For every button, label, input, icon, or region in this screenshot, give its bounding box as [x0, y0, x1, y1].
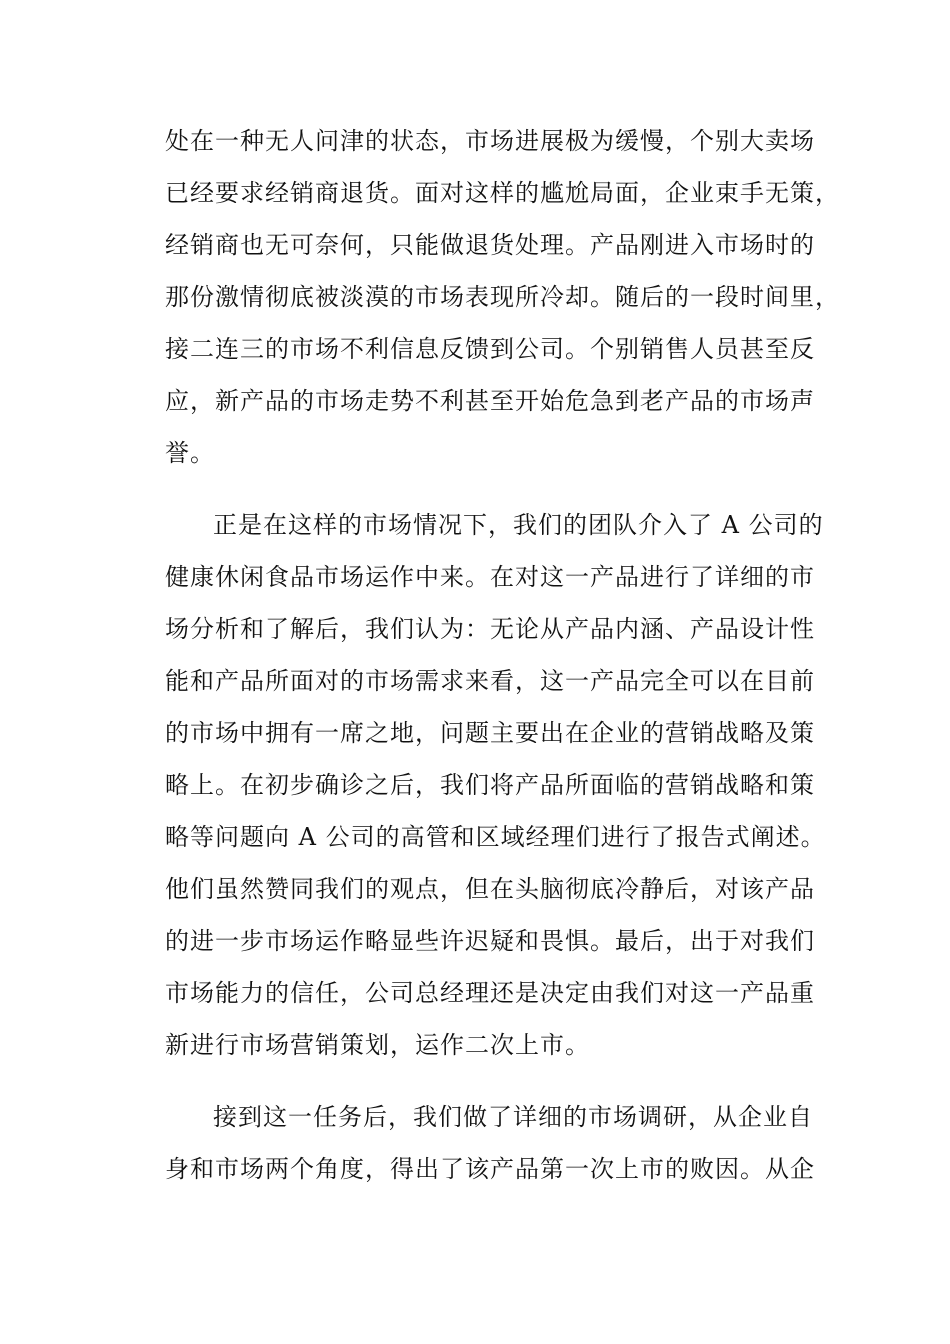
paragraph-1-line-3: 经销商也无可奈何，只能做退货处理。产品刚进入市场时的 [165, 231, 815, 259]
paragraph-2-line-8: 他们虽然赞同我们的观点，但在头脑彻底冷静后，对该产品 [165, 875, 815, 903]
paragraph-2-line-6: 略上。在初步确诊之后，我们将产品所面临的营销战略和策 [165, 771, 815, 799]
paragraph-1-line-4: 那份激情彻底被淡漠的市场表现所冷却。随后的一段时间里， [165, 283, 840, 311]
paragraph-1-line-6: 应，新产品的市场走势不利甚至开始危急到老产品的市场声 [165, 387, 815, 415]
paragraph-2-line-3: 场分析和了解后，我们认为：无论从产品内涵、产品设计性 [165, 615, 815, 643]
paragraph-2-line-9: 的进一步市场运作略显些许迟疑和畏惧。最后，出于对我们 [165, 927, 815, 955]
paragraph-3-line-2: 身和市场两个角度，得出了该产品第一次上市的败因。从企 [165, 1155, 815, 1183]
paragraph-1-line-2: 已经要求经销商退货。面对这样的尴尬局面，企业束手无策， [165, 179, 840, 207]
paragraph-2-line-1: 正是在这样的市场情况下，我们的团队介入了 A 公司的 [213, 511, 824, 539]
paragraph-2-line-5: 的市场中拥有一席之地，问题主要出在企业的营销战略及策 [165, 719, 815, 747]
paragraph-2-line-10: 市场能力的信任，公司总经理还是决定由我们对这一产品重 [165, 979, 815, 1007]
paragraph-1-line-1: 处在一种无人问津的状态，市场进展极为缓慢，个别大卖场 [165, 127, 815, 155]
paragraph-2-line-4: 能和产品所面对的市场需求来看，这一产品完全可以在目前 [165, 667, 815, 695]
paragraph-1-line-5: 接二连三的市场不利信息反馈到公司。个别销售人员甚至反 [165, 335, 815, 363]
paragraph-2-line-7: 略等问题向 A 公司的高管和区域经理们进行了报告式阐述。 [165, 823, 826, 851]
paragraph-1-line-7: 誉。 [165, 439, 215, 467]
paragraph-2-line-2: 健康休闲食品市场运作中来。在对这一产品进行了详细的市 [165, 563, 815, 591]
paragraph-2-line-11: 新进行市场营销策划，运作二次上市。 [165, 1031, 590, 1059]
paragraph-3-line-1: 接到这一任务后，我们做了详细的市场调研，从企业自 [213, 1103, 813, 1131]
